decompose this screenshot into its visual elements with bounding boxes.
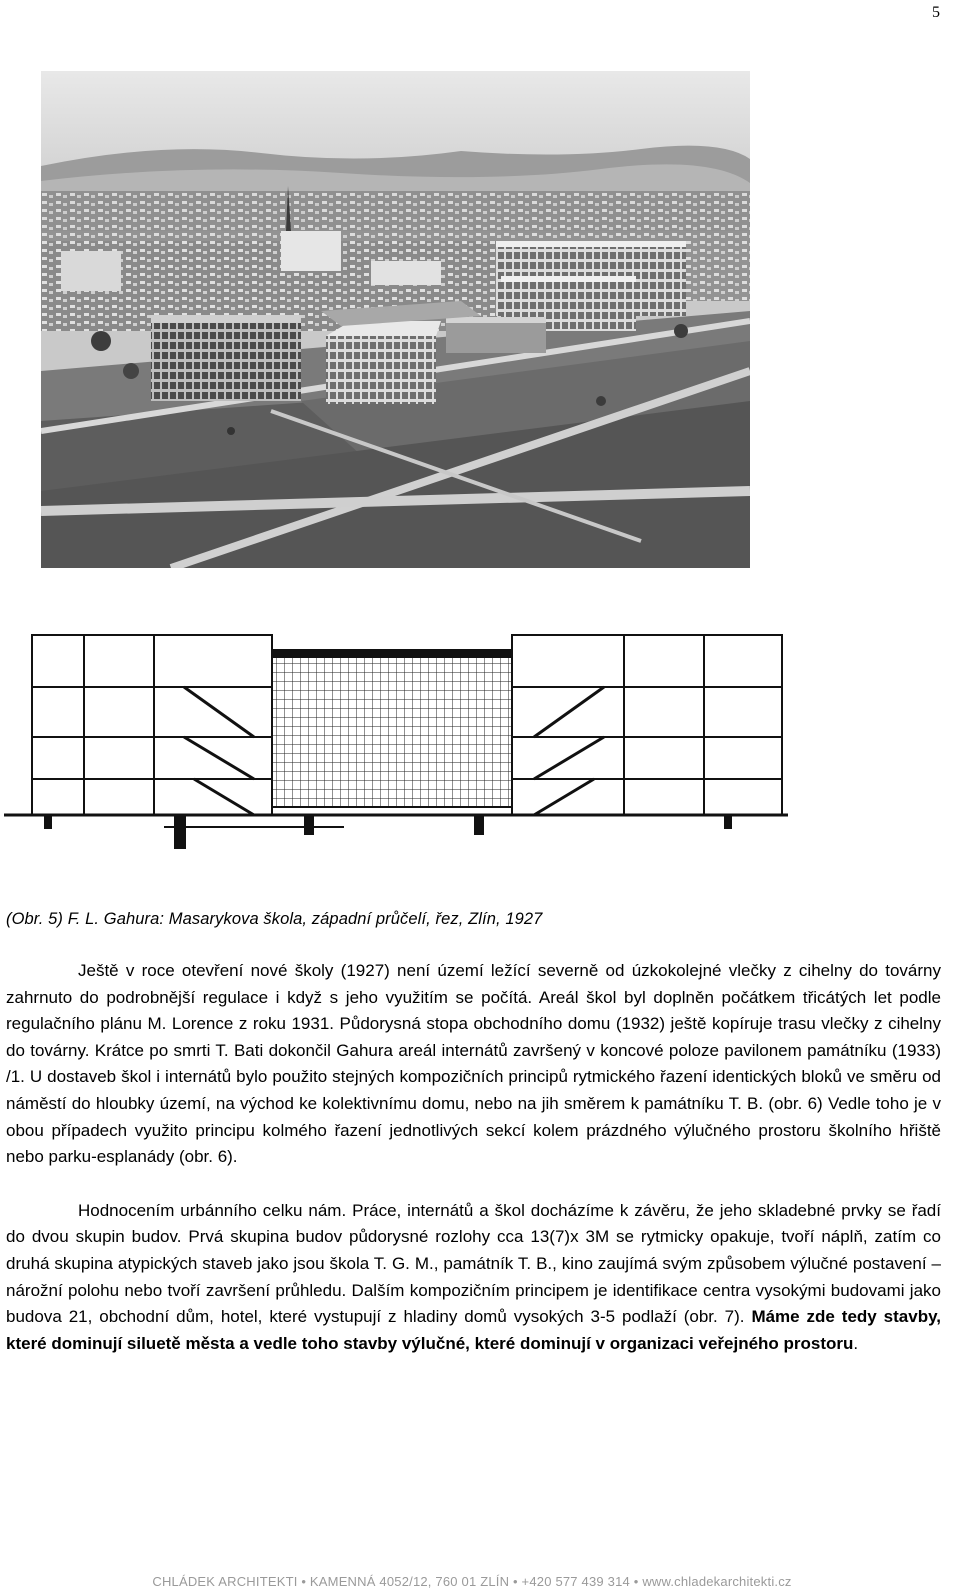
paragraph-2-bold: Máme zde tedy stavby, které dominují siluetě města a vedle toho stavby výlučné, které dominují v organizaci veřejného prostoru bbox=[6, 1307, 941, 1353]
paragraph-2 bbox=[6, 1198, 941, 1358]
cross-section-drawing bbox=[4, 627, 788, 873]
paragraph-2-end: . bbox=[853, 1333, 859, 1353]
figure-caption: (Obr. 5) F. L. Gahura: Masarykova škola, západní průčelí, řez, Zlín, 1927 bbox=[6, 910, 543, 928]
page-footer: CHLÁDEK ARCHITEKTI • KAMENNÁ 4052/12, 760 01 ZLÍN • +420 577 439 314 • www.chladekarchitekti.cz bbox=[152, 1574, 792, 1589]
paragraph-2-text: Hodnocením urbánního celku nám. Práce, internátů a škol docházíme k závěru, že jeho skladebné prvky se řadí do dvou skupin budov. Prvá skupina budov půdorysné rozlohy cca 13(7)x 3M se rytmicky opakuje, tvoří náplň, zatím co druhá skupina atypických staveb jako jsou škola T. G. M., památník T. B., kino zaujímá svým způsobem výlučné postavení – nárožní polohu nebo tvoří završení průhledu. Dalším kompozičním principem je identifikace centra vysokými budovami jako budova 21, obchodní dům, hotel, které vystupují z hladiny domů vysokých 3-5 podlaží (obr. 7). bbox=[6, 1200, 941, 1327]
body-text bbox=[6, 958, 941, 1357]
aerial-photo-illustration bbox=[41, 71, 750, 568]
page-number: 5 bbox=[932, 4, 940, 21]
aerial-photo-school-complex bbox=[41, 71, 750, 568]
paragraph-1: Ještě v roce otevření nové školy (1927) není území ležící severně od úzkokolejné vlečky z cihelny do továrny zahrnuto do podrobnější regulace i když s jeho využitím se počítá. Areál škol byl doplněn počátkem třicátých let podle regulačního plánu M. Lorence z roku 1931. Půdorysná stopa obchodního domu (1932) ještě kopíruje trasu vlečky z cihelny do továrny. Krátce po smrti T. Bati dokončil Gahura areál internátů završený v koncové poloze pavilonem památníku (1933) /1. U dostaveb škol i internátů bylo použito stejných kompozičních principů rytmického řazení identických bloků ve směru od náměstí do hloubky území, na východ ke kolektivnímu domu, nebo na jih směrem k památníku T. B. (obr. 6) Vedle toho je v obou případech využito principu kolmého řazení jednotlivých sekcí kolem prázdného výlučného prostoru školního hřiště nebo parku-esplanády (obr. 6). bbox=[6, 961, 941, 1167]
section-illustration bbox=[4, 627, 788, 873]
